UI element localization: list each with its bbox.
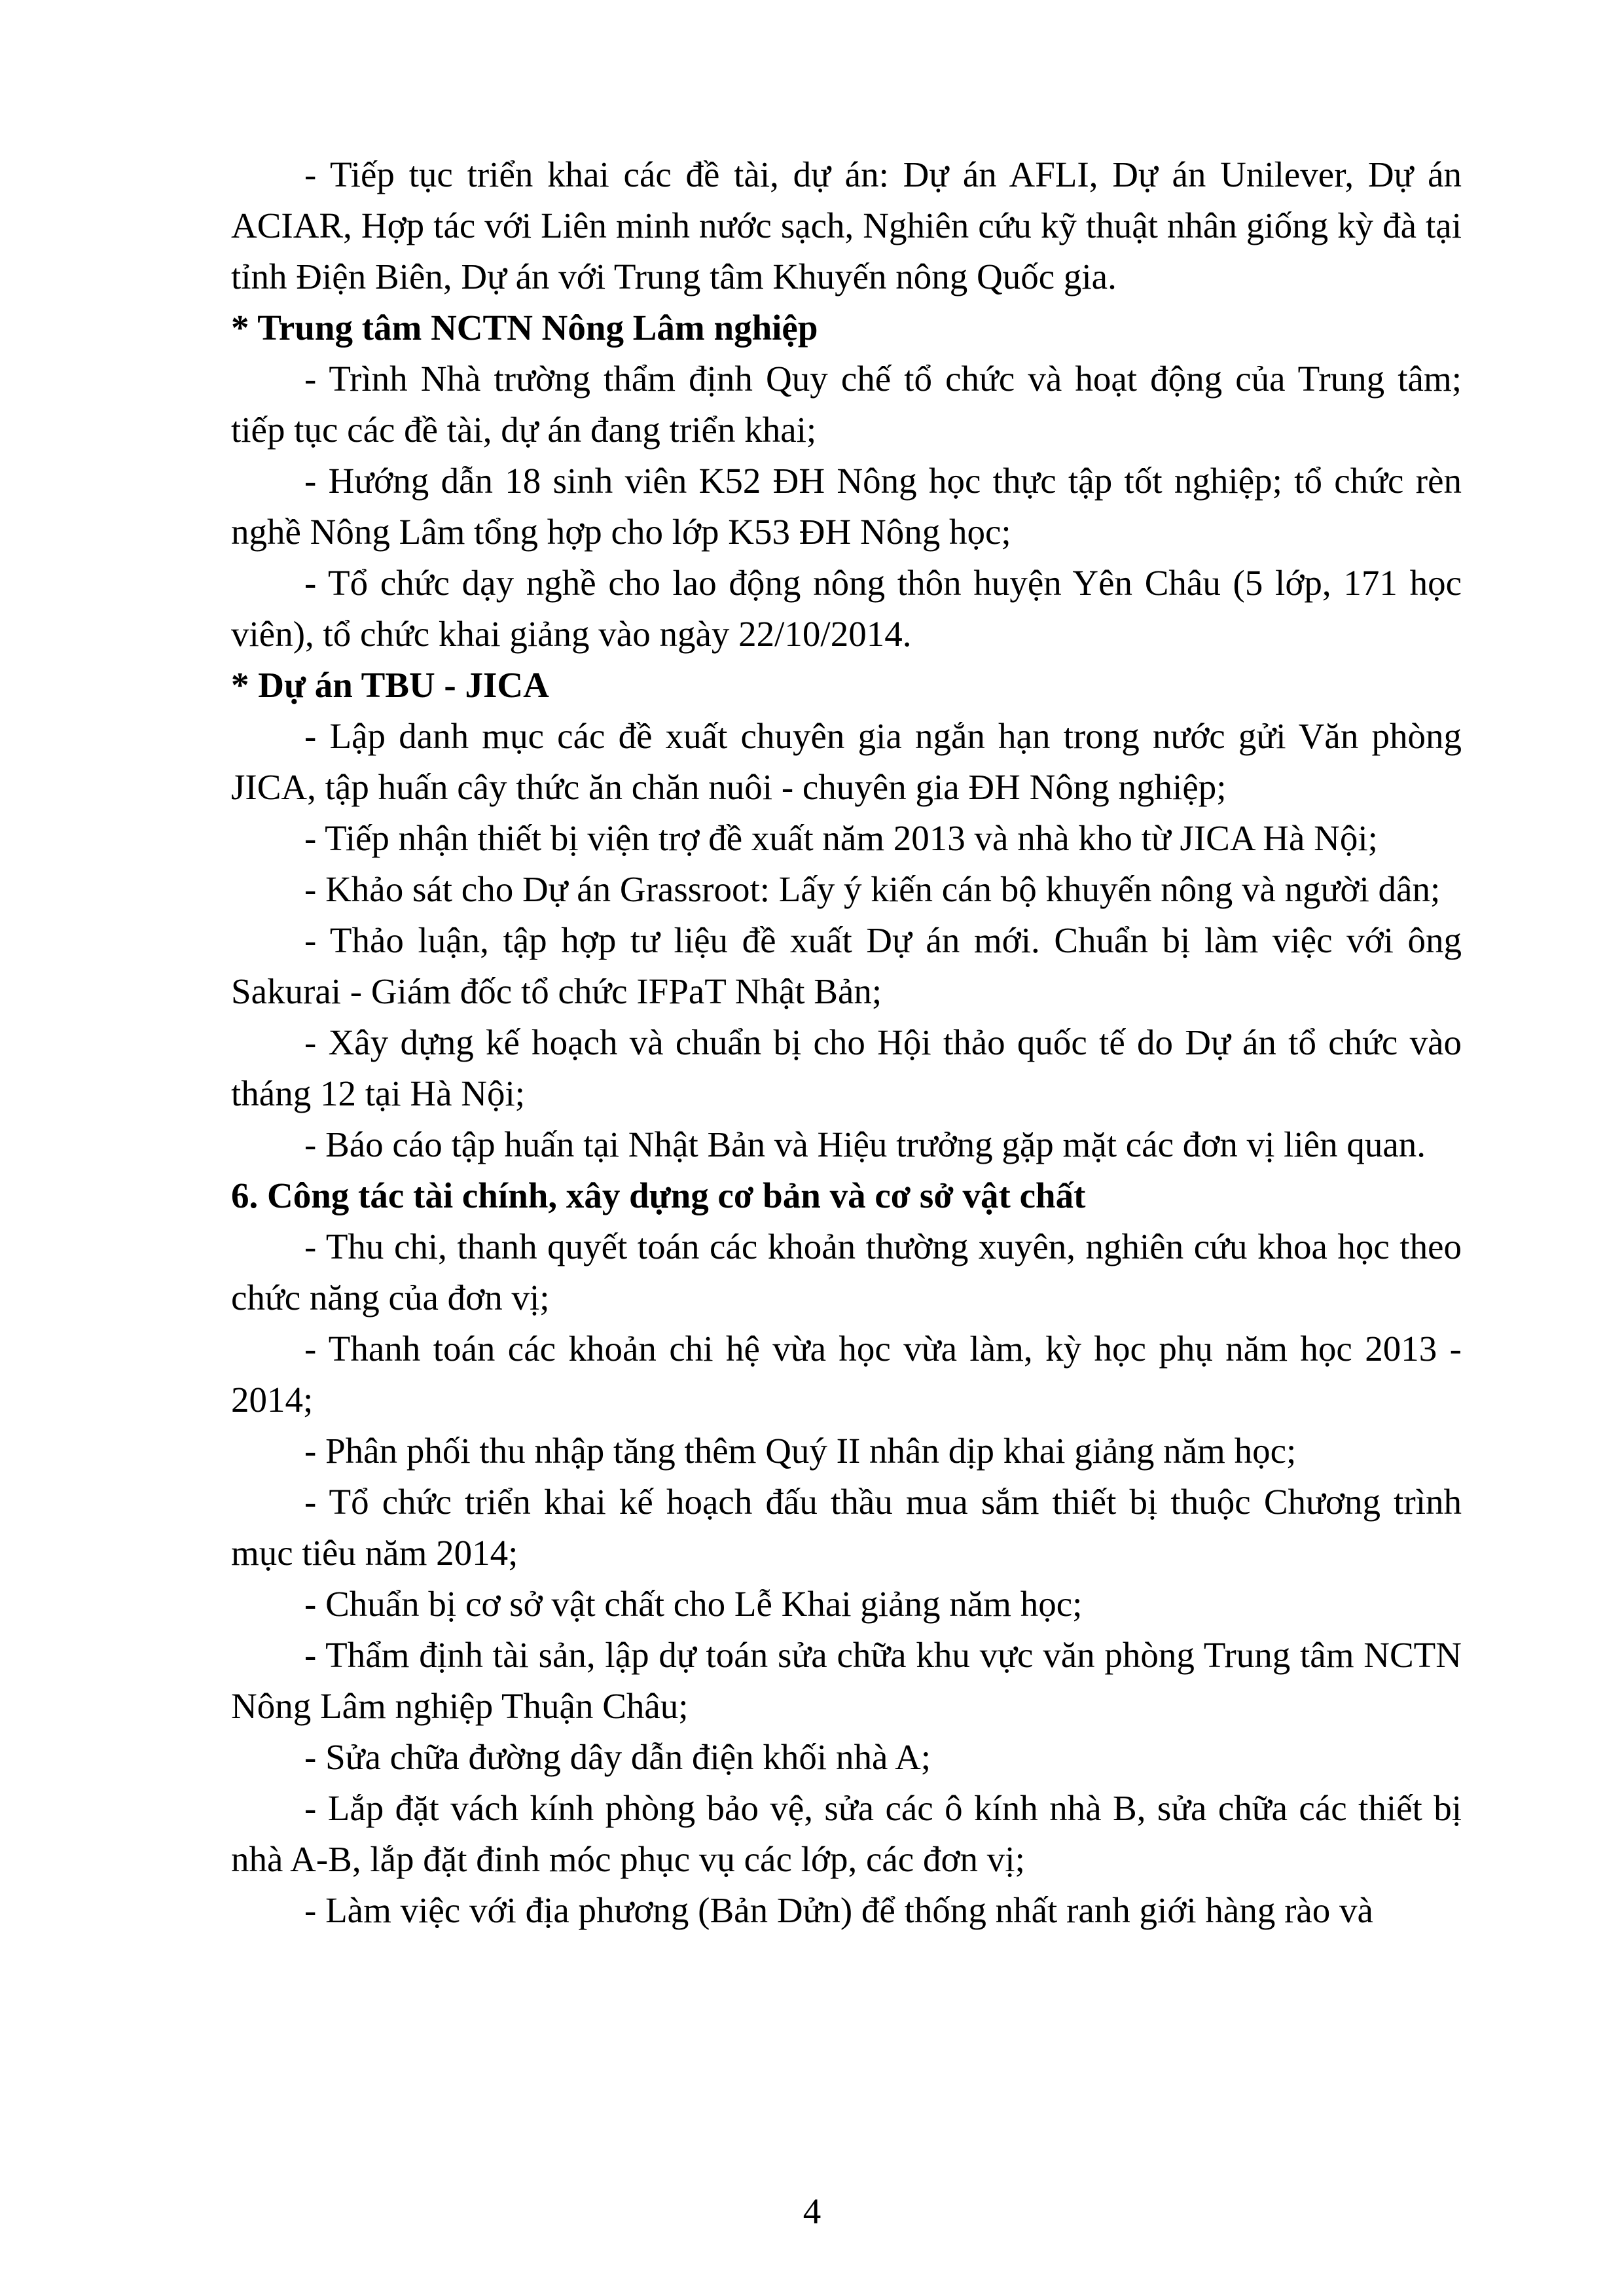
paragraph: - Hướng dẫn 18 sinh viên K52 ĐH Nông học thực tập tốt nghiệp; tổ chức rèn nghề Nông Lâm tổng hợp cho lớp K53 ĐH Nông học;: [231, 461, 1462, 552]
paragraph: - Tổ chức dạy nghề cho lao động nông thôn huyện Yên Châu (5 lớp, 171 học viên), tổ chức khai giảng vào ngày 22/10/2014.: [231, 563, 1462, 654]
paragraph: - Thảo luận, tập hợp tư liệu đề xuất Dự án mới. Chuẩn bị làm việc với ông Sakurai - Giám đốc tổ chức IFPaT Nhật Bản;: [231, 920, 1462, 1011]
section-heading: 6. Công tác tài chính, xây dựng cơ bản và cơ sở vật chất: [231, 1175, 1086, 1215]
section-heading: * Dự án TBU - JICA: [231, 665, 549, 705]
page-body: [231, 149, 1462, 1936]
paragraph: - Tiếp nhận thiết bị viện trợ đề xuất năm 2013 và nhà kho từ JICA Hà Nội;: [304, 818, 1378, 858]
paragraph: - Phân phối thu nhập tăng thêm Quý II nhân dịp khai giảng năm học;: [304, 1431, 1297, 1471]
page-number: 4: [803, 2191, 821, 2231]
paragraph: - Lắp đặt vách kính phòng bảo vệ, sửa các ô kính nhà B, sửa chữa các thiết bị nhà A-B, lắp đặt đinh móc phục vụ các lớp, các đơn vị;: [231, 1788, 1462, 1879]
paragraph: - Thẩm định tài sản, lập dự toán sửa chữa khu vực văn phòng Trung tâm NCTN Nông Lâm nghiệp Thuận Châu;: [231, 1635, 1462, 1726]
paragraph: - Lập danh mục các đề xuất chuyên gia ngắn hạn trong nước gửi Văn phòng JICA, tập huấn cây thức ăn chăn nuôi - chuyên gia ĐH Nông nghiệp;: [231, 716, 1462, 807]
paragraph: - Chuẩn bị cơ sở vật chất cho Lễ Khai giảng năm học;: [304, 1584, 1083, 1624]
paragraph: - Sửa chữa đường dây dẫn điện khối nhà A;: [304, 1737, 931, 1777]
paragraph: - Tổ chức triển khai kế hoạch đấu thầu mua sắm thiết bị thuộc Chương trình mục tiêu năm 2014;: [231, 1482, 1462, 1573]
paragraph: - Khảo sát cho Dự án Grassroot: Lấy ý kiến cán bộ khuyến nông và người dân;: [304, 869, 1441, 909]
paragraph: - Trình Nhà trường thẩm định Quy chế tổ chức và hoạt động của Trung tâm; tiếp tục các đề tài, dự án đang triển khai;: [231, 359, 1462, 450]
section-heading: * Trung tâm NCTN Nông Lâm nghiệp: [231, 308, 818, 348]
paragraph: - Làm việc với địa phương (Bản Dửn) để thống nhất ranh giới hàng rào và: [304, 1890, 1373, 1930]
paragraph: - Báo cáo tập huấn tại Nhật Bản và Hiệu trưởng gặp mặt các đơn vị liên quan.: [304, 1124, 1426, 1164]
paragraph: - Tiếp tục triển khai các đề tài, dự án: Dự án AFLI, Dự án Unilever, Dự án ACIAR, Hợp tác với Liên minh nước sạch, Nghiên cứu kỹ thuật nhân giống kỳ đà tại tỉnh Điện Biên, Dự án với Trung tâm Khuyến nông Quốc gia.: [231, 154, 1462, 296]
paragraph: - Xây dựng kế hoạch và chuẩn bị cho Hội thảo quốc tế do Dự án tổ chức vào tháng 12 tại Hà Nội;: [231, 1022, 1462, 1113]
paragraph: - Thanh toán các khoản chi hệ vừa học vừa làm, kỳ học phụ năm học 2013 - 2014;: [231, 1329, 1462, 1420]
paragraph: - Thu chi, thanh quyết toán các khoản thường xuyên, nghiên cứu khoa học theo chức năng của đơn vị;: [231, 1227, 1462, 1318]
